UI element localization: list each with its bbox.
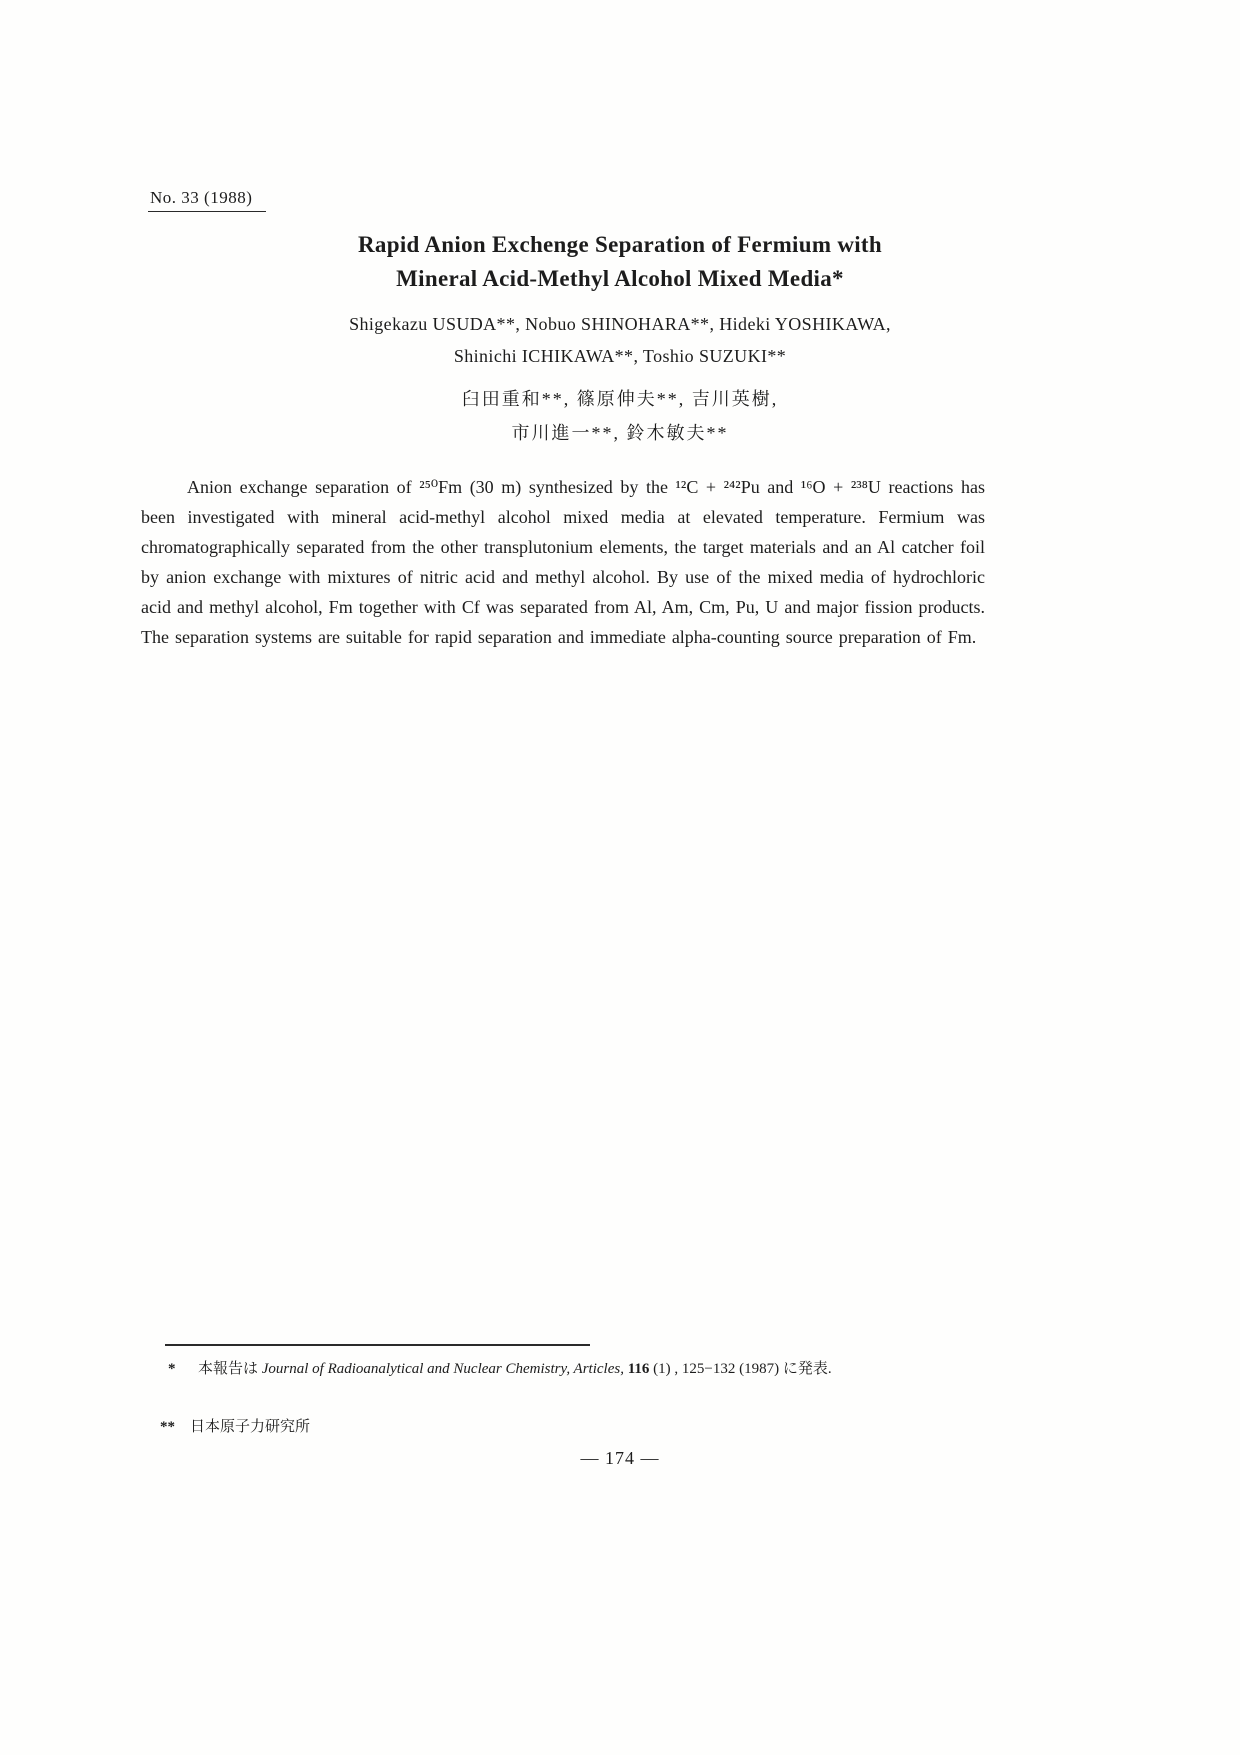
abstract-text: Anion exchange separation of ²⁵⁰Fm (30 m) synthesized by the ¹²C + ²⁴²Pu and ¹⁶O + ²³⁸U reactions has been investigated with mineral acid-methyl alcohol mixed media at elevated temperature. Fermium was chromatographically separated from the other transplutonium elements, the target materials and an Al catcher foil by anion exchange with mixtures of nitric acid and methyl alcohol. By use of the mixed media of hydrochloric acid and methyl alcohol, Fm together with Cf was separated from Al, Am, Cm, Pu, U and major fission products. The separation systems are suitable for rapid separation and immediate alpha-counting source preparation of Fm.	[141, 477, 985, 647]
footnote-first-body	[198, 1356, 978, 1382]
authors-english	[0, 308, 1240, 372]
footnote-second-text: 日本原子力研究所	[190, 1419, 311, 1435]
footnote-first-prefix: 本報告は	[198, 1361, 262, 1377]
footnote-first-marker: *	[168, 1361, 176, 1377]
paper-title-line1: Rapid Anion Exchenge Separation of Fermium with	[358, 232, 882, 257]
authors-english-line1: Shigekazu USUDA**, Nobuo SHINOHARA**, Hideki YOSHIKAWA,	[349, 314, 891, 334]
footnote-first	[168, 1356, 988, 1382]
footnote-first-volume: 116	[623, 1361, 650, 1377]
journal-reference: No. 33 (1988)	[148, 188, 266, 212]
footnote-divider	[165, 1344, 590, 1346]
paper-title-line2: Mineral Acid-Methyl Alcohol Mixed Media*	[396, 266, 844, 291]
footnote-first-journal-name: Journal of Radioanalytical and Nuclear Chemistry, Articles,	[261, 1361, 624, 1377]
footnote-first-rest: (1) , 125−132 (1987) に発表.	[649, 1361, 832, 1377]
footnote-second	[160, 1414, 980, 1440]
footnote-second-marker: **	[160, 1419, 175, 1435]
authors-japanese-line1: 臼田重和**, 篠原伸夫**, 吉川英樹,	[461, 389, 779, 409]
authors-english-line2: Shinichi ICHIKAWA**, Toshio SUZUKI**	[453, 346, 787, 366]
page-number: — 174 —	[580, 1448, 660, 1468]
paper-title	[0, 228, 1240, 296]
authors-japanese	[0, 382, 1240, 450]
authors-japanese-line2: 市川進一**, 鈴木敏夫**	[511, 423, 729, 443]
